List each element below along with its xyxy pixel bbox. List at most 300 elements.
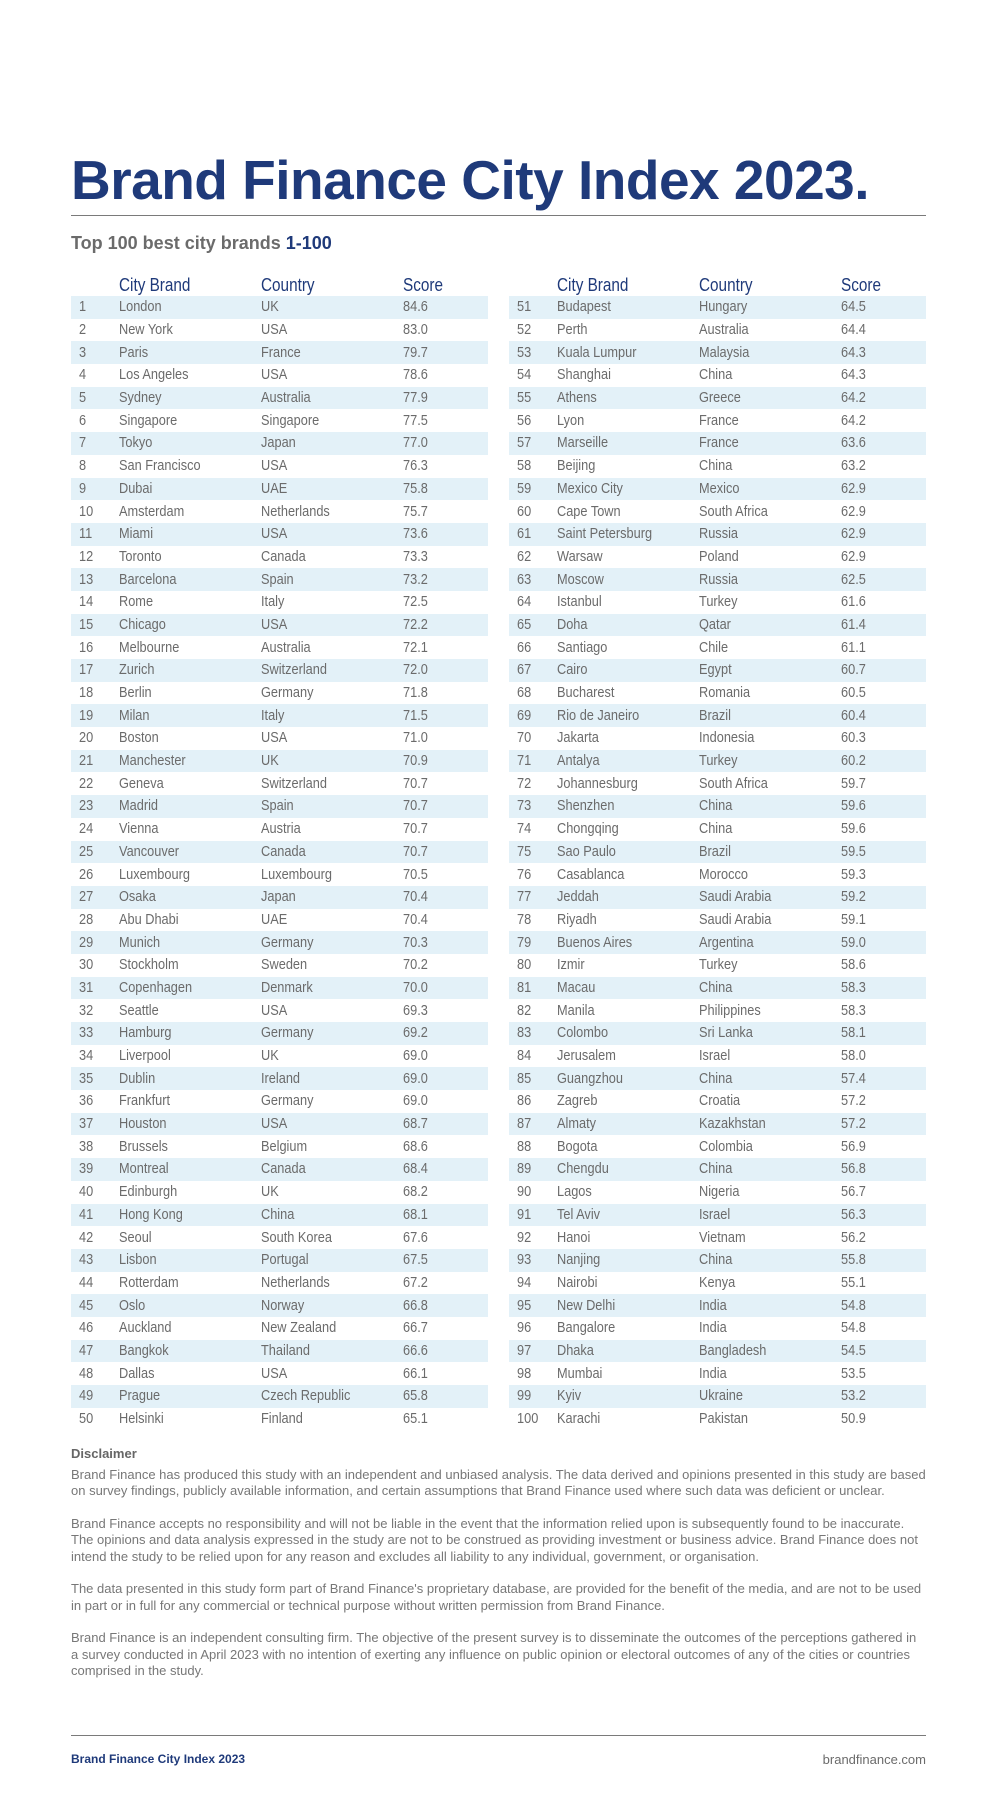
city-cell: Stockholm xyxy=(119,957,179,974)
table-header xyxy=(509,268,926,296)
city-cell: Abu Dhabi xyxy=(119,911,179,928)
footer-website-link[interactable]: brandfinance.com xyxy=(822,1752,926,1767)
country-cell: India xyxy=(699,1320,727,1337)
country-cell: Germany xyxy=(261,934,314,951)
score-cell: 72.1 xyxy=(403,639,428,656)
score-cell: 64.4 xyxy=(841,322,866,339)
score-cell: 68.4 xyxy=(403,1161,428,1178)
country-cell: China xyxy=(261,1206,295,1223)
country-cell: South Korea xyxy=(261,1229,332,1246)
city-cell: Bangalore xyxy=(557,1320,616,1337)
score-cell: 59.3 xyxy=(841,866,866,883)
table-row xyxy=(71,841,488,864)
table-row xyxy=(71,591,488,614)
score-cell: 70.7 xyxy=(403,843,428,860)
score-cell: 59.1 xyxy=(841,911,866,928)
rank-cell: 9 xyxy=(79,480,87,497)
city-cell: Beijing xyxy=(557,458,596,475)
city-cell: Prague xyxy=(119,1388,161,1405)
country-cell: South Africa xyxy=(699,775,768,792)
disclaimer-paragraph: Brand Finance is an independent consulting firm. The objective of the present survey is to disseminate the outcomes of the perceptions gathered in a survey conducted in April 2023 with no intention of exerting any influence on public opinion or electoral outcomes of any of the cities or countries comprised in the study. xyxy=(71,1630,917,1678)
city-cell: Zurich xyxy=(119,662,155,679)
city-cell: Nanjing xyxy=(557,1252,601,1269)
rank-cell: 41 xyxy=(79,1206,94,1223)
rank-cell: 45 xyxy=(79,1297,94,1314)
country-cell: Ukraine xyxy=(699,1388,743,1405)
score-cell: 61.4 xyxy=(841,616,866,633)
rank-cell: 34 xyxy=(79,1048,94,1065)
table-row xyxy=(509,1408,926,1431)
city-cell: Auckland xyxy=(119,1320,172,1337)
country-cell: Sweden xyxy=(261,957,308,974)
rank-cell: 100 xyxy=(517,1411,539,1428)
city-cell: Vancouver xyxy=(119,843,180,860)
city-cell: Doha xyxy=(557,616,588,633)
city-cell: New York xyxy=(119,322,173,339)
country-cell: Colombia xyxy=(699,1138,753,1155)
country-cell: UK xyxy=(261,1184,279,1201)
city-cell: Zagreb xyxy=(557,1093,598,1110)
rank-cell: 28 xyxy=(79,911,94,928)
table-row xyxy=(509,455,926,478)
rank-cell: 24 xyxy=(79,821,94,838)
city-cell: Munich xyxy=(119,934,161,951)
city-cell: Houston xyxy=(119,1116,167,1133)
rank-cell: 2 xyxy=(79,322,87,339)
city-cell: Warsaw xyxy=(557,548,603,565)
city-cell: Tel Aviv xyxy=(557,1206,601,1223)
country-cell: Malaysia xyxy=(699,344,750,361)
score-cell: 68.2 xyxy=(403,1184,428,1201)
score-cell: 83.0 xyxy=(403,322,428,339)
city-cell: Madrid xyxy=(119,798,159,815)
city-cell: Vienna xyxy=(119,821,159,838)
score-cell: 64.2 xyxy=(841,412,866,429)
score-cell: 59.7 xyxy=(841,775,866,792)
rank-cell: 50 xyxy=(79,1411,94,1428)
table-row xyxy=(71,1090,488,1113)
rank-cell: 33 xyxy=(79,1025,94,1042)
city-cell: Singapore xyxy=(119,412,178,429)
score-cell: 77.9 xyxy=(403,390,428,407)
table-row xyxy=(71,818,488,841)
city-cell: Marseille xyxy=(557,435,609,452)
score-cell: 57.4 xyxy=(841,1070,866,1087)
rank-cell: 87 xyxy=(517,1116,532,1133)
table-row xyxy=(509,1294,926,1317)
score-cell: 56.9 xyxy=(841,1138,866,1155)
country-cell: India xyxy=(699,1297,727,1314)
score-cell: 62.9 xyxy=(841,526,866,543)
country-cell: Austria xyxy=(261,821,301,838)
table-row xyxy=(71,1362,488,1385)
score-cell: 58.6 xyxy=(841,957,866,974)
score-cell: 59.5 xyxy=(841,843,866,860)
city-cell: Frankfurt xyxy=(119,1093,171,1110)
city-cell: Kuala Lumpur xyxy=(557,344,637,361)
table-row xyxy=(509,1090,926,1113)
rank-cell: 96 xyxy=(517,1320,532,1337)
score-cell: 56.3 xyxy=(841,1206,866,1223)
country-cell: USA xyxy=(261,1002,288,1019)
city-cell: Bucharest xyxy=(557,685,615,702)
table-row xyxy=(71,659,488,682)
rank-cell: 44 xyxy=(79,1274,94,1291)
city-cell: Guangzhou xyxy=(557,1070,623,1087)
table-row xyxy=(71,1135,488,1158)
table-row xyxy=(71,886,488,909)
table-row xyxy=(509,478,926,501)
rank-cell: 18 xyxy=(79,685,94,702)
score-cell: 69.2 xyxy=(403,1025,428,1042)
table-row xyxy=(71,546,488,569)
country-cell: Mexico xyxy=(699,480,740,497)
score-cell: 54.5 xyxy=(841,1342,866,1359)
score-cell: 60.3 xyxy=(841,730,866,747)
score-cell: 54.8 xyxy=(841,1320,866,1337)
rank-cell: 63 xyxy=(517,571,532,588)
table-row xyxy=(71,977,488,1000)
table-row xyxy=(509,704,926,727)
rank-cell: 11 xyxy=(79,526,93,543)
city-cell: Chicago xyxy=(119,616,166,633)
table-row xyxy=(509,1249,926,1272)
score-cell: 60.7 xyxy=(841,662,866,679)
table-row xyxy=(71,568,488,591)
score-cell: 58.3 xyxy=(841,979,866,996)
country-cell: Pakistan xyxy=(699,1411,748,1428)
title-divider xyxy=(71,215,926,216)
table-row xyxy=(509,1158,926,1181)
table-subtitle xyxy=(71,233,332,254)
rank-cell: 73 xyxy=(517,798,532,815)
score-cell: 70.3 xyxy=(403,934,428,951)
city-cell: Dubai xyxy=(119,480,153,497)
rank-cell: 85 xyxy=(517,1070,532,1087)
table-row xyxy=(71,1249,488,1272)
table-row xyxy=(509,614,926,637)
city-cell: San Francisco xyxy=(119,458,201,475)
rank-cell: 56 xyxy=(517,412,532,429)
city-cell: Manchester xyxy=(119,753,186,770)
table-row xyxy=(509,772,926,795)
table-row xyxy=(509,1135,926,1158)
table-row xyxy=(71,682,488,705)
country-cell: Brazil xyxy=(699,843,731,860)
country-cell: Finland xyxy=(261,1411,303,1428)
table-row xyxy=(71,1294,488,1317)
score-cell: 73.3 xyxy=(403,548,428,565)
table-row xyxy=(71,478,488,501)
country-cell: Greece xyxy=(699,390,741,407)
rank-cell: 68 xyxy=(517,685,532,702)
rank-cell: 65 xyxy=(517,616,532,633)
city-cell: Melbourne xyxy=(119,639,180,656)
country-cell: UK xyxy=(261,1048,279,1065)
country-cell: Saudi Arabia xyxy=(699,911,772,928)
country-cell: Belgium xyxy=(261,1138,308,1155)
table-row xyxy=(71,931,488,954)
city-cell: Geneva xyxy=(119,775,164,792)
city-cell: Tokyo xyxy=(119,435,153,452)
country-cell: Poland xyxy=(699,548,739,565)
rank-cell: 61 xyxy=(517,526,532,543)
city-cell: Almaty xyxy=(557,1116,597,1133)
table-row xyxy=(71,1022,488,1045)
score-cell: 77.5 xyxy=(403,412,428,429)
rank-cell: 21 xyxy=(79,753,94,770)
score-cell: 70.7 xyxy=(403,821,428,838)
score-cell: 70.4 xyxy=(403,889,428,906)
city-cell: Budapest xyxy=(557,299,611,316)
city-cell: Rome xyxy=(119,594,154,611)
table-row xyxy=(509,1022,926,1045)
rank-cell: 55 xyxy=(517,390,532,407)
rank-cell: 27 xyxy=(79,889,94,906)
footer-divider xyxy=(71,1735,926,1736)
score-cell: 61.6 xyxy=(841,594,866,611)
country-cell: Hungary xyxy=(699,299,748,316)
table-row xyxy=(509,523,926,546)
score-cell: 57.2 xyxy=(841,1116,866,1133)
country-cell: China xyxy=(699,1252,733,1269)
country-cell: China xyxy=(699,458,733,475)
score-cell: 53.2 xyxy=(841,1388,866,1405)
city-cell: Dallas xyxy=(119,1365,155,1382)
country-cell: USA xyxy=(261,458,288,475)
country-cell: Vietnam xyxy=(699,1229,746,1246)
city-cell: Dhaka xyxy=(557,1342,594,1359)
rank-cell: 60 xyxy=(517,503,532,520)
score-cell: 69.3 xyxy=(403,1002,428,1019)
country-cell: Luxembourg xyxy=(261,866,332,883)
rank-cell: 51 xyxy=(517,299,532,316)
page-footer xyxy=(71,1752,926,1767)
footer-publication-name: Brand Finance City Index 2023 xyxy=(71,1752,246,1766)
score-cell: 72.0 xyxy=(403,662,428,679)
subtitle-prefix: Top 100 best city brands xyxy=(71,233,286,253)
table-row xyxy=(71,1385,488,1408)
score-cell: 50.9 xyxy=(841,1411,866,1428)
table-row xyxy=(71,1204,488,1227)
country-cell: Russia xyxy=(699,526,739,543)
country-cell: Czech Republic xyxy=(261,1388,351,1405)
country-cell: France xyxy=(699,412,739,429)
country-cell: UK xyxy=(261,299,279,316)
city-cell: Lyon xyxy=(557,412,585,429)
city-cell: Mexico City xyxy=(557,480,623,497)
rank-cell: 92 xyxy=(517,1229,532,1246)
score-cell: 57.2 xyxy=(841,1093,866,1110)
rank-cell: 5 xyxy=(79,390,87,407)
table-row xyxy=(509,432,926,455)
country-cell: Switzerland xyxy=(261,775,327,792)
rank-cell: 71 xyxy=(517,753,532,770)
table-row xyxy=(509,296,926,319)
score-cell: 70.2 xyxy=(403,957,428,974)
country-cell: New Zealand xyxy=(261,1320,337,1337)
city-cell: Izmir xyxy=(557,957,585,974)
rank-cell: 30 xyxy=(79,957,94,974)
country-cell: UK xyxy=(261,753,279,770)
score-cell: 60.5 xyxy=(841,685,866,702)
score-cell: 64.5 xyxy=(841,299,866,316)
rank-cell: 86 xyxy=(517,1093,532,1110)
rank-cell: 16 xyxy=(79,639,94,656)
table-row xyxy=(71,296,488,319)
country-cell: India xyxy=(699,1365,727,1382)
country-cell: Kenya xyxy=(699,1274,736,1291)
country-cell: Morocco xyxy=(699,866,748,883)
rank-cell: 17 xyxy=(79,662,94,679)
table-row xyxy=(509,954,926,977)
rank-cell: 82 xyxy=(517,1002,532,1019)
rank-cell: 66 xyxy=(517,639,532,656)
table-row xyxy=(509,1067,926,1090)
country-cell: Bangladesh xyxy=(699,1342,767,1359)
table-row xyxy=(509,364,926,387)
city-cell: Edinburgh xyxy=(119,1184,178,1201)
score-cell: 75.7 xyxy=(403,503,428,520)
city-cell: Montreal xyxy=(119,1161,169,1178)
country-cell: China xyxy=(699,798,733,815)
score-cell: 84.6 xyxy=(403,299,428,316)
table-row xyxy=(509,727,926,750)
city-cell: Sao Paulo xyxy=(557,843,616,860)
country-cell: Ireland xyxy=(261,1070,301,1087)
rank-cell: 54 xyxy=(517,367,532,384)
country-cell: Australia xyxy=(699,322,749,339)
disclaimer-section xyxy=(71,1446,926,1696)
score-cell: 53.5 xyxy=(841,1365,866,1382)
rank-cell: 8 xyxy=(79,458,87,475)
score-cell: 58.0 xyxy=(841,1048,866,1065)
city-cell: Chongqing xyxy=(557,821,619,838)
rank-cell: 78 xyxy=(517,911,532,928)
score-cell: 62.5 xyxy=(841,571,866,588)
rank-cell: 69 xyxy=(517,707,532,724)
country-cell: France xyxy=(261,344,301,361)
country-cell: Egypt xyxy=(699,662,732,679)
table-header xyxy=(71,268,488,296)
country-cell: USA xyxy=(261,616,288,633)
country-cell: Saudi Arabia xyxy=(699,889,772,906)
rank-cell: 4 xyxy=(79,367,87,384)
table-row xyxy=(509,1362,926,1385)
score-cell: 56.2 xyxy=(841,1229,866,1246)
rank-cell: 6 xyxy=(79,412,87,429)
country-cell: South Africa xyxy=(699,503,768,520)
country-cell: USA xyxy=(261,1116,288,1133)
score-cell: 59.6 xyxy=(841,798,866,815)
subtitle-range: 1-100 xyxy=(285,233,332,253)
table-row xyxy=(509,341,926,364)
country-cell: China xyxy=(699,1161,733,1178)
country-cell: Israel xyxy=(699,1048,731,1065)
country-cell: Switzerland xyxy=(261,662,327,679)
score-cell: 59.6 xyxy=(841,821,866,838)
rank-cell: 70 xyxy=(517,730,532,747)
score-cell: 77.0 xyxy=(403,435,428,452)
city-cell: Cairo xyxy=(557,662,588,679)
score-cell: 56.7 xyxy=(841,1184,866,1201)
city-cell: Shenzhen xyxy=(557,798,615,815)
table-row xyxy=(509,500,926,523)
rank-cell: 12 xyxy=(79,548,94,565)
score-cell: 55.8 xyxy=(841,1252,866,1269)
score-cell: 68.1 xyxy=(403,1206,428,1223)
city-cell: Toronto xyxy=(119,548,162,565)
score-cell: 79.7 xyxy=(403,344,428,361)
table-row xyxy=(509,387,926,410)
city-cell: Amsterdam xyxy=(119,503,185,520)
country-cell: Turkey xyxy=(699,594,738,611)
country-cell: Canada xyxy=(261,843,306,860)
rank-cell: 13 xyxy=(79,571,94,588)
rank-cell: 22 xyxy=(79,775,94,792)
table-row xyxy=(71,1045,488,1068)
country-cell: Portugal xyxy=(261,1252,309,1269)
country-cell: Argentina xyxy=(699,934,754,951)
country-cell: Germany xyxy=(261,685,314,702)
rank-cell: 93 xyxy=(517,1252,532,1269)
country-cell: Qatar xyxy=(699,616,731,633)
rank-cell: 88 xyxy=(517,1138,532,1155)
table-row xyxy=(509,1272,926,1295)
rank-cell: 94 xyxy=(517,1274,532,1291)
rank-cell: 76 xyxy=(517,866,532,883)
rank-cell: 72 xyxy=(517,775,532,792)
country-cell: Indonesia xyxy=(699,730,755,747)
table-row xyxy=(71,523,488,546)
city-cell: Jakarta xyxy=(557,730,599,747)
header-score: Score xyxy=(841,275,881,295)
table-row xyxy=(509,659,926,682)
city-cell: Hong Kong xyxy=(119,1206,183,1223)
score-cell: 69.0 xyxy=(403,1093,428,1110)
score-cell: 59.2 xyxy=(841,889,866,906)
country-cell: Israel xyxy=(699,1206,731,1223)
score-cell: 55.1 xyxy=(841,1274,866,1291)
score-cell: 70.7 xyxy=(403,775,428,792)
city-cell: Istanbul xyxy=(557,594,602,611)
table-row xyxy=(509,1204,926,1227)
score-cell: 66.7 xyxy=(403,1320,428,1337)
table-row xyxy=(71,750,488,773)
country-cell: Germany xyxy=(261,1093,314,1110)
city-cell: Boston xyxy=(119,730,159,747)
rank-cell: 81 xyxy=(517,979,532,996)
rank-cell: 26 xyxy=(79,866,94,883)
rank-cell: 38 xyxy=(79,1138,94,1155)
city-cell: Sydney xyxy=(119,390,162,407)
country-cell: China xyxy=(699,821,733,838)
city-cell: Kyiv xyxy=(557,1388,582,1405)
rank-cell: 25 xyxy=(79,843,94,860)
city-cell: Jerusalem xyxy=(557,1048,616,1065)
table-row xyxy=(71,772,488,795)
rank-cell: 59 xyxy=(517,480,532,497)
country-cell: USA xyxy=(261,730,288,747)
city-cell: Macau xyxy=(557,979,596,996)
rank-cell: 14 xyxy=(79,594,94,611)
score-cell: 67.5 xyxy=(403,1252,428,1269)
table-row xyxy=(509,1226,926,1249)
rank-cell: 40 xyxy=(79,1184,94,1201)
table-row xyxy=(71,1317,488,1340)
country-cell: Turkey xyxy=(699,753,738,770)
rank-cell: 49 xyxy=(79,1388,94,1405)
